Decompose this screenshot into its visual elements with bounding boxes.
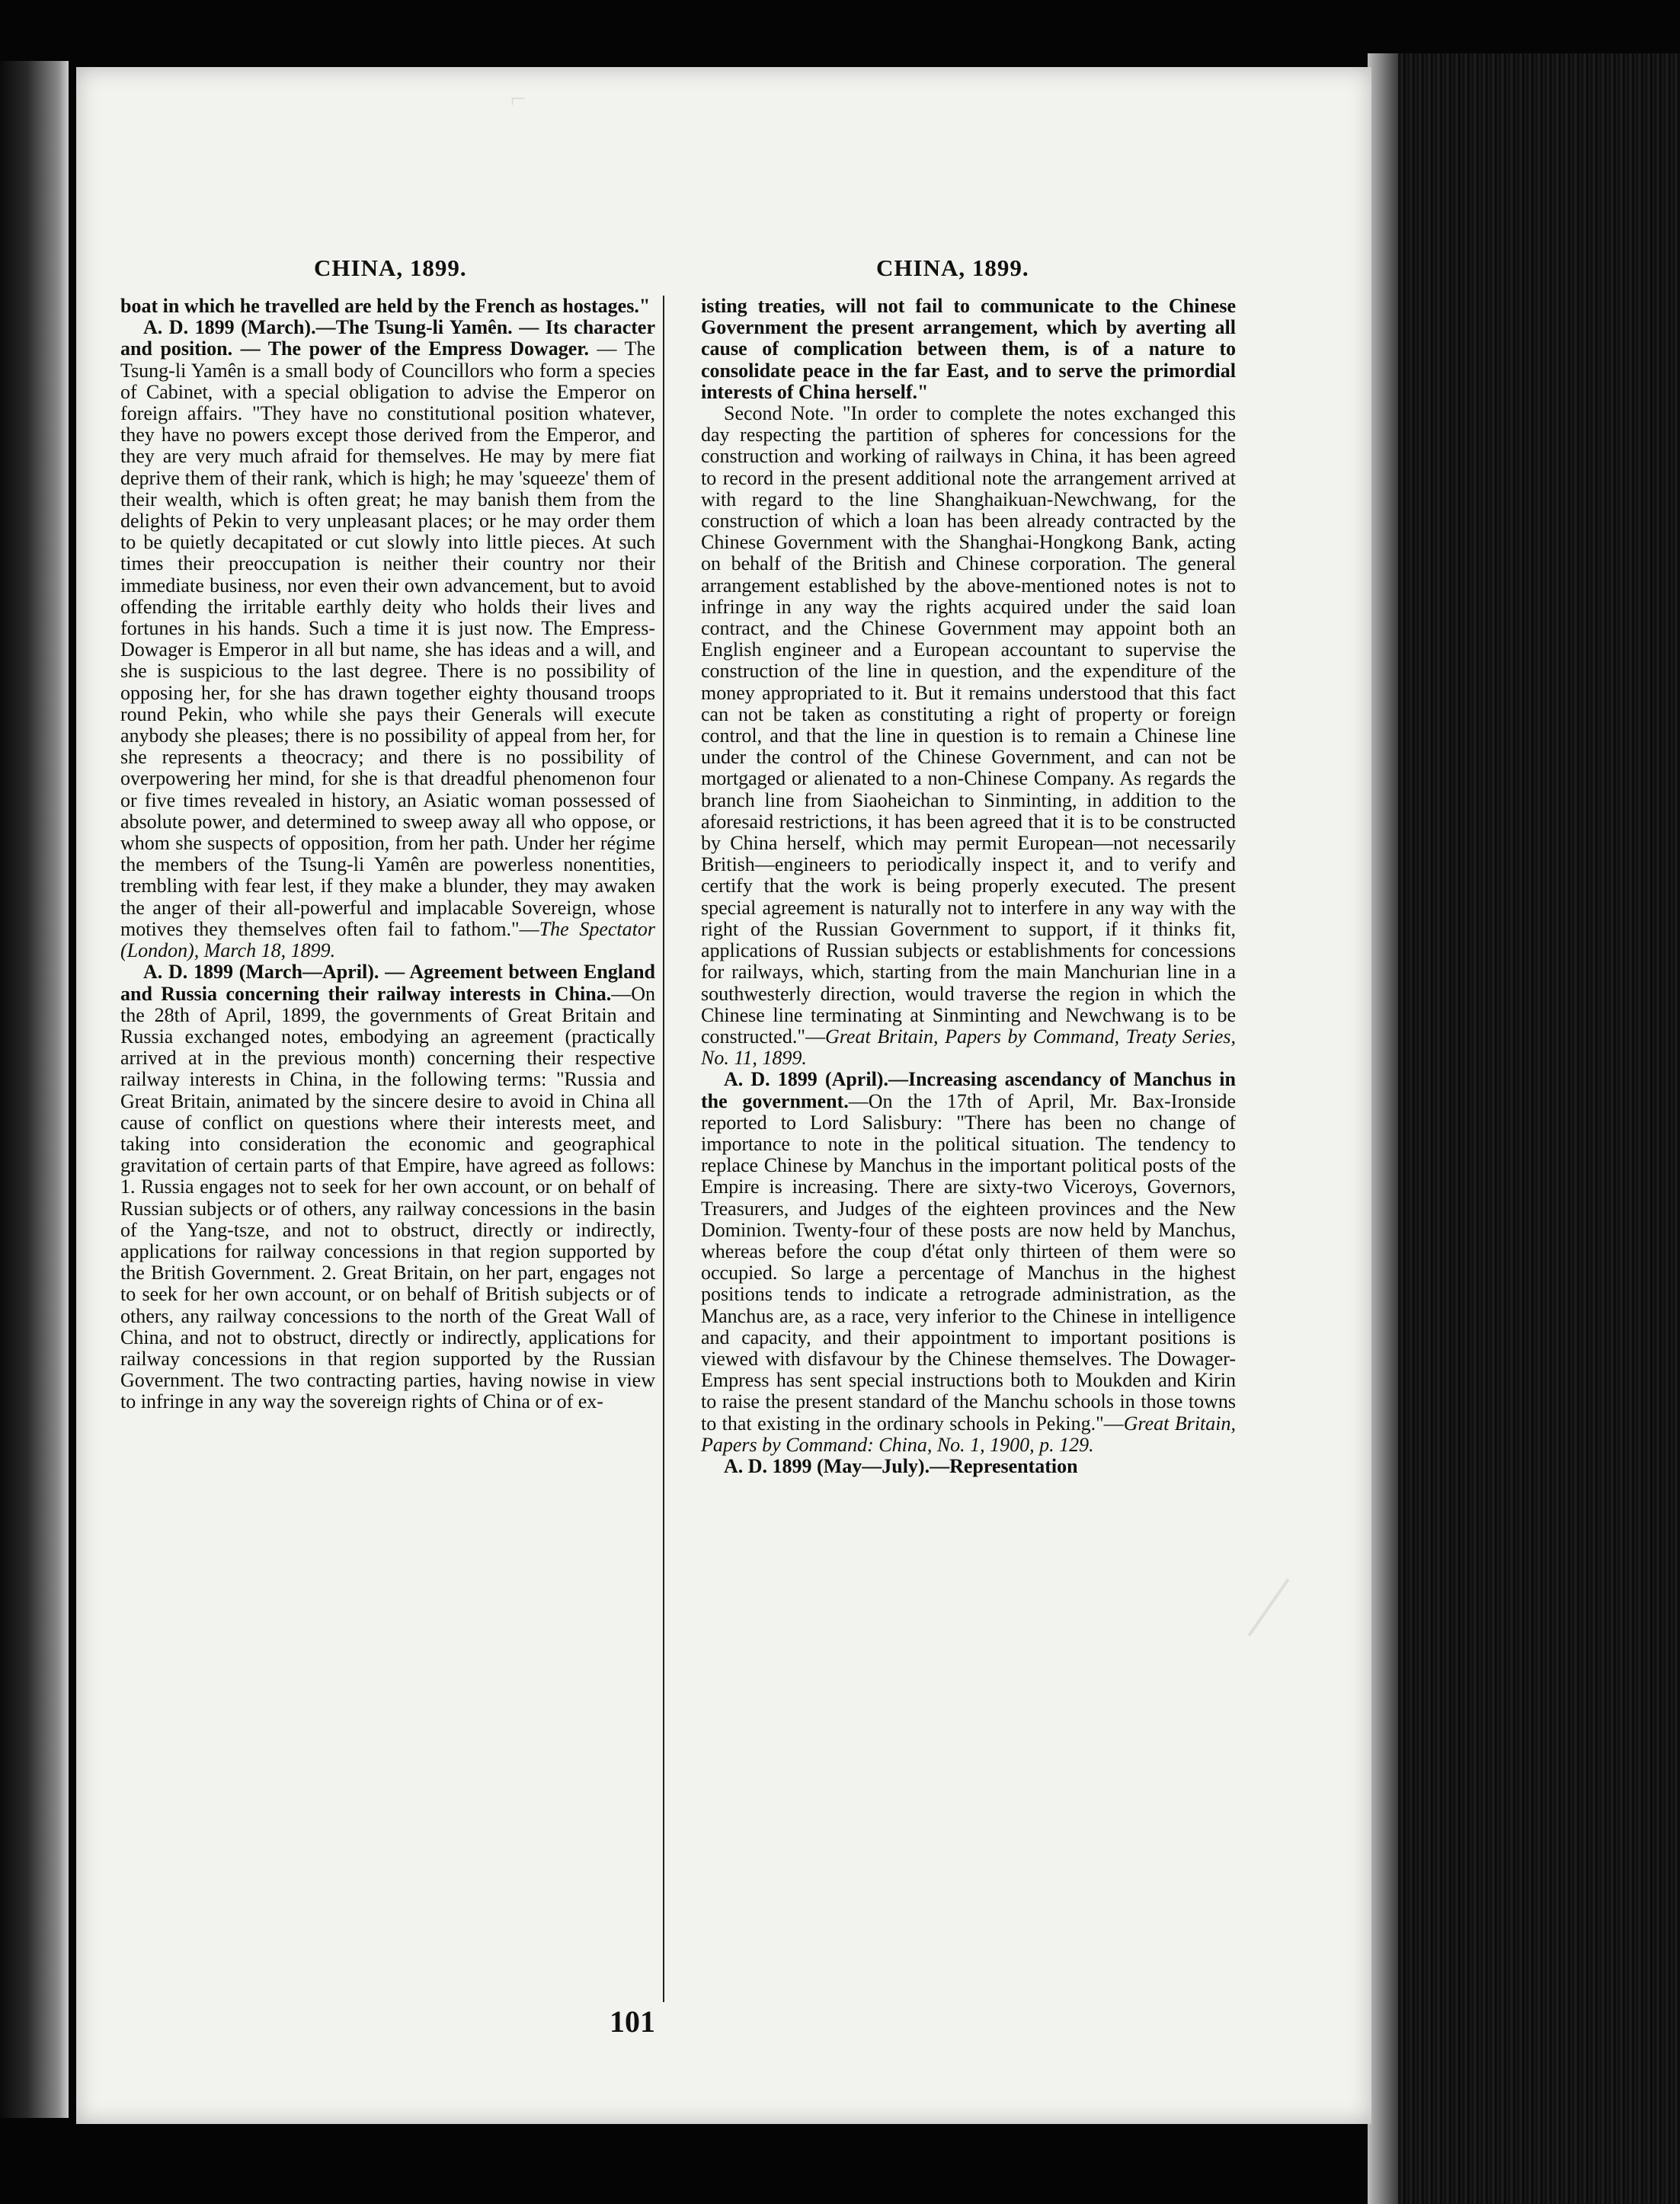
book-page	[76, 67, 1371, 2124]
book-page-stack	[1368, 53, 1680, 2204]
column-divider	[663, 296, 664, 2002]
right-column	[701, 296, 1236, 2002]
entry-march-1899	[120, 317, 655, 961]
citation: Great Britain, Papers by Command: China, No. 1, 1900, p. 129.	[701, 1412, 1236, 1456]
second-note	[701, 403, 1236, 1069]
pen-mark	[1248, 1579, 1290, 1636]
entry-march-april-1899	[120, 961, 655, 1412]
entry-heading: A. D. 1899 (March—April). — Agreement between England and Russia concerning their railway interests in China.	[120, 961, 655, 1005]
entry-heading: A. D. 1899 (April).—Increasing ascendancy of Manchus in the government.	[701, 1068, 1236, 1112]
entry-heading: A. D. 1899 (March).—The Tsung-li Yamên. — Its character and position. — The power of the Empress Dowager.	[120, 316, 655, 360]
page-number: 101	[610, 2004, 655, 2039]
citation: Great Britain, Papers by Command, Treaty Series, No. 11, 1899.	[701, 1025, 1236, 1070]
entry-may-july-1899	[701, 1456, 1236, 1477]
running-header-left: CHINA, 1899.	[314, 254, 467, 281]
book-left-edge	[0, 61, 69, 2118]
entry-body: —On the 17th of April, Mr. Bax-Ironside reported to Lord Salisbury: "There has been no change of importance to note in the political situation. The tendency to replace Chinese by Manchus in the important political posts of the Empire is increasing. There are sixty-two Viceroys, Governors, Treasurers, and Judges of the eighteen provinces and the New Dominion. Twenty-four of these posts are now held by Manchus, whereas before the coup d'état only thirteen of them were so occupied. So large a percentage of Manchus in the highest positions tends to indicate a retrograde administration, as the Manchus are, as a race, very inferior to the Chinese in intelligence and capacity, and their appointment to important positions is viewed with disfavour by the Chinese themselves. The Dowager-Empress has sent special instructions both to Moukden and Kirin to raise the present standard of the Manchu schools in those towns to that existing in the ordinary schools in Peking."—	[701, 1089, 1236, 1435]
film-mark-icon: ⌐	[510, 83, 526, 114]
entry-body: — The Tsung-li Yamên is a small body of Councillors who form a species of Cabinet, with a special obligation to advise the Emperor on foreign affairs. "They have no constitutional position whatever, they have no powers except those derived from the Emperor, and they are very much afraid for themselves. He may by mere fiat deprive them of their rank, which is high; he may 'squeeze' them of their wealth, which is often great; he may banish them from the delights of Pekin to very unpleasant places; or he may order them to be quietly decapitated or cut slowly into little pieces. At such times their preoccupation is neither their country nor their immediate business, nor even their own advancement, but to avoid offending the irritable earthly deity who holds their lives and fortunes in his hands. Such a time it is just now. The Empress-Dowager is Emperor in all but name, she has ideas and a will, and she is suspicious to the last degree. There is no possibility of opposing her, for she has drawn together eighty thousand troops round Pekin, who while she pays their Generals will execute anybody she pleases; there is no possibility of appeal from her, for she represents a theocracy; and there is no possibility of overpowering her mind, for she is that dreadful phenomenon four or five times revealed in history, an Asiatic woman possessed of absolute power, and determined to sweep away all who oppose, or whom she suspects of opposition, from her path. Under her régime the members of the Tsung-li Yamên are powerless nonentities, trembling with fear lest, if they make a blunder, they may awaken the anger of their all-powerful and implacable Sovereign, whose motives they themselves often fail to fathom."—	[120, 337, 655, 940]
citation: The Spectator (London), March 18, 1899.	[120, 917, 655, 962]
continued-text: isting treaties, will not fail to communicate to the Chinese Government the present arrangement, which by averting all cause of complication between them, is of a nature to consolidate peace in the far East, and to serve the primordial interests of China herself."	[701, 296, 1236, 403]
running-header-right: CHINA, 1899.	[876, 254, 1029, 281]
entry-body: Second Note. "In order to complete the notes exchanged this day respecting the partition of spheres for concessions for the construction and working of railways in China, it has been agreed to record in the present additional note the arrangement arrived at with regard to the line Shanghaikuan-Newchwang, for the construction of which a loan has been already contracted by the Chinese Government with the Shanghai-Hongkong Bank, acting on behalf of the British and Chinese corporation. The general arrangement established by the above-mentioned notes is not to infringe in any way the rights acquired under the said loan contract, and the Chinese Government may appoint both an English engineer and a European accountant to supervise the construction of the line in question, and the expenditure of the money appropriated to it. But it remains understood that this fact can not be taken as constituting a right of property or foreign control, and that the line in question is to remain a Chinese line under the control of the Chinese Government, and can not be mortgaged or alienated to a non-Chinese Company. As regards the branch line from Siaoheichan to Sinminting, in addition to the aforesaid restrictions, it has been agreed that it is to be constructed by China herself, which may permit European—not necessarily British—engineers to periodically inspect it, and to verify and certify that the work is being properly executed. The present special agreement is naturally not to interfere in any way with the right of the Russian Government to support, if it thinks fit, applications of Russian subjects or establishments for concessions for railways, which, starting from the main Manchurian line in a southwesterly direction, would traverse the region in which the Chinese line terminating at Sinminting and Newchwang is to be constructed."—	[701, 402, 1236, 1048]
left-column	[120, 296, 655, 2002]
entry-body: —On the 28th of April, 1899, the governments of Great Britain and Russia exchanged notes, embodying an agreement (practically arrived at in the previous month) concerning their respective railway interests in China, in the following terms: "Russia and Great Britain, animated by the sincere desire to avoid in China all cause of conflict on questions where their interests meet, and taking into consideration the economic and geographical gravitation of certain parts of that Empire, have agreed as follows: 1. Russia engages not to seek for her own account, or on behalf of Russian subjects or of others, any railway concessions in the basin of the Yang-tsze, and not to obstruct, directly or indirectly, applications for railway concessions in that region supported by the British Government. 2. Great Britain, on her part, engages not to seek for her own account, or on behalf of British subjects or of others, any railway concessions to the north of the Great Wall of China, and not to obstruct, directly or indirectly, applications for railway concessions in that region supported by the Russian Government. The two contracting parties, having nowise in view to infringe in any way the sovereign rights of China or of ex-	[120, 982, 655, 1413]
continued-text: boat in which he travelled are held by the French as hostages."	[120, 296, 651, 317]
paragraph	[701, 296, 1236, 403]
entry-april-1899	[701, 1069, 1236, 1456]
paragraph	[120, 296, 655, 317]
entry-heading: A. D. 1899 (May—July).—Representation	[724, 1454, 1078, 1477]
